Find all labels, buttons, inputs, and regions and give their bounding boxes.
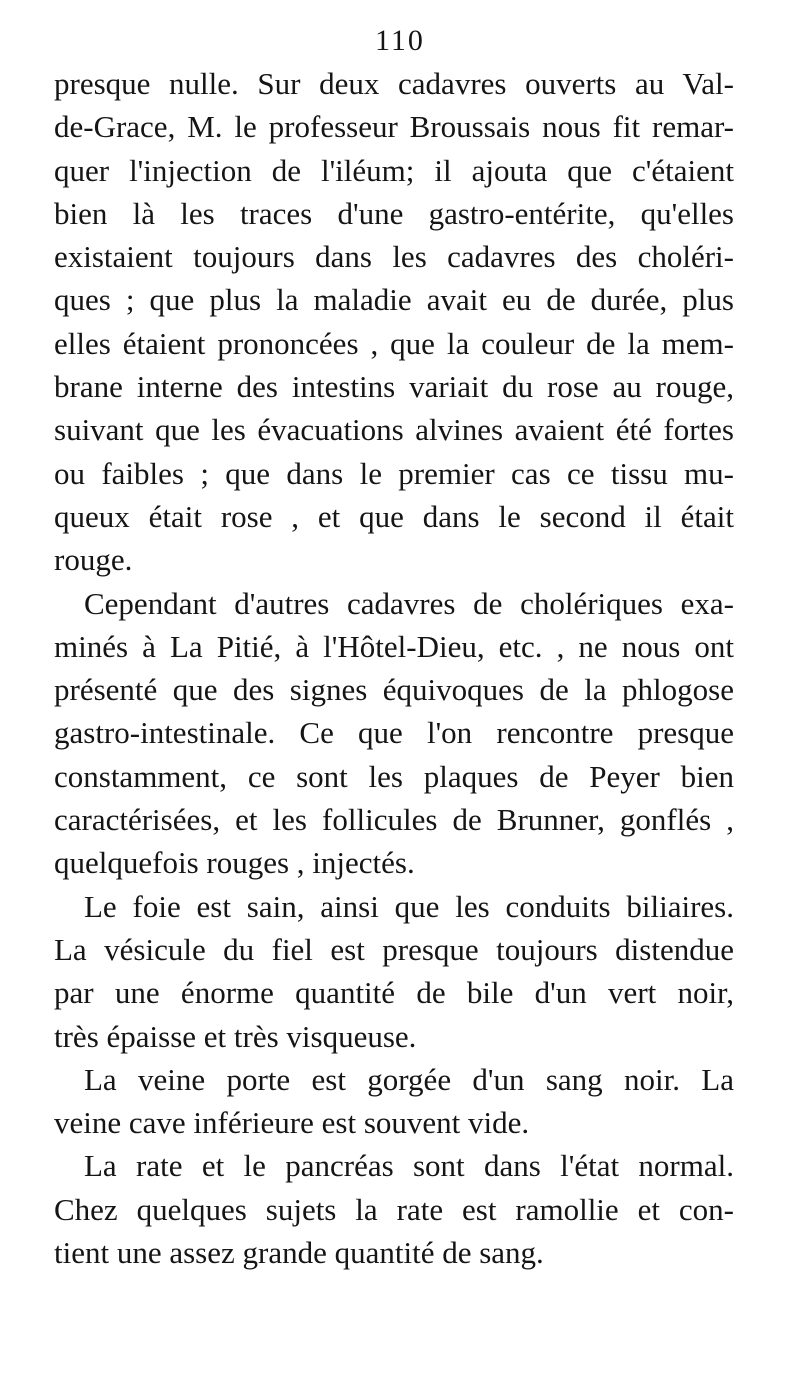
text-line: quer l'injection de l'iléum; il ajouta que c'étaient <box>54 152 734 188</box>
text-line: minés à La Pitié, à l'Hôtel-Dieu, etc. , ne nous ont <box>54 628 734 664</box>
text-line: brane interne des intestins variait du rose au rouge, <box>54 369 734 405</box>
text-line: existaient toujours dans les cadavres des choléri- <box>54 239 734 275</box>
text-line: par une énorme quantité de bile d'un vert noir, <box>54 975 734 1011</box>
text-line: de-Grace, M. le professeur Broussais nous fit remar- <box>54 109 734 145</box>
page-body <box>54 62 734 1274</box>
text-line: ou faibles ; que dans le premier cas ce tissu mu- <box>54 455 734 491</box>
text-line: rouge. <box>54 542 133 578</box>
text-line: constamment, ce sont les plaques de Peyer bien <box>54 758 734 794</box>
page-number: 110 <box>375 24 425 57</box>
text-line: tient une assez grande quantité de sang. <box>54 1235 544 1271</box>
text-line: elles étaient prononcées , que la couleur de la mem- <box>54 325 734 361</box>
text-line: Cependant d'autres cadavres de cholériques exa- <box>84 585 734 621</box>
text-line: Le foie est sain, ainsi que les conduits biliaires. <box>84 888 734 924</box>
text-line: très épaisse et très visqueuse. <box>54 1018 417 1054</box>
text-line: Chez quelques sujets la rate est ramollie et con- <box>54 1191 734 1227</box>
text-line: présenté que des signes équivoques de la phlogose <box>54 672 734 708</box>
text-line: La veine porte est gorgée d'un sang noir. La <box>84 1061 734 1097</box>
text-line: quelquefois rouges , injectés. <box>54 845 415 881</box>
text-line: veine cave inférieure est souvent vide. <box>54 1105 530 1141</box>
text-line: queux était rose , et que dans le second il était <box>54 498 734 534</box>
text-line: bien là les traces d'une gastro-entérite, qu'elles <box>54 195 734 231</box>
text-line: suivant que les évacuations alvines avaient été fortes <box>54 412 734 448</box>
text-line: gastro-intestinale. Ce que l'on rencontre presque <box>54 715 734 751</box>
text-line: ques ; que plus la maladie avait eu de durée, plus <box>54 282 734 318</box>
text-line: presque nulle. Sur deux cadavres ouverts au Val- <box>54 66 734 101</box>
text-line: La rate et le pancréas sont dans l'état normal. <box>84 1148 734 1184</box>
text-line: La vésicule du fiel est presque toujours distendue <box>54 931 734 967</box>
text-line: caractérisées, et les follicules de Brunner, gonflés , <box>54 802 734 838</box>
